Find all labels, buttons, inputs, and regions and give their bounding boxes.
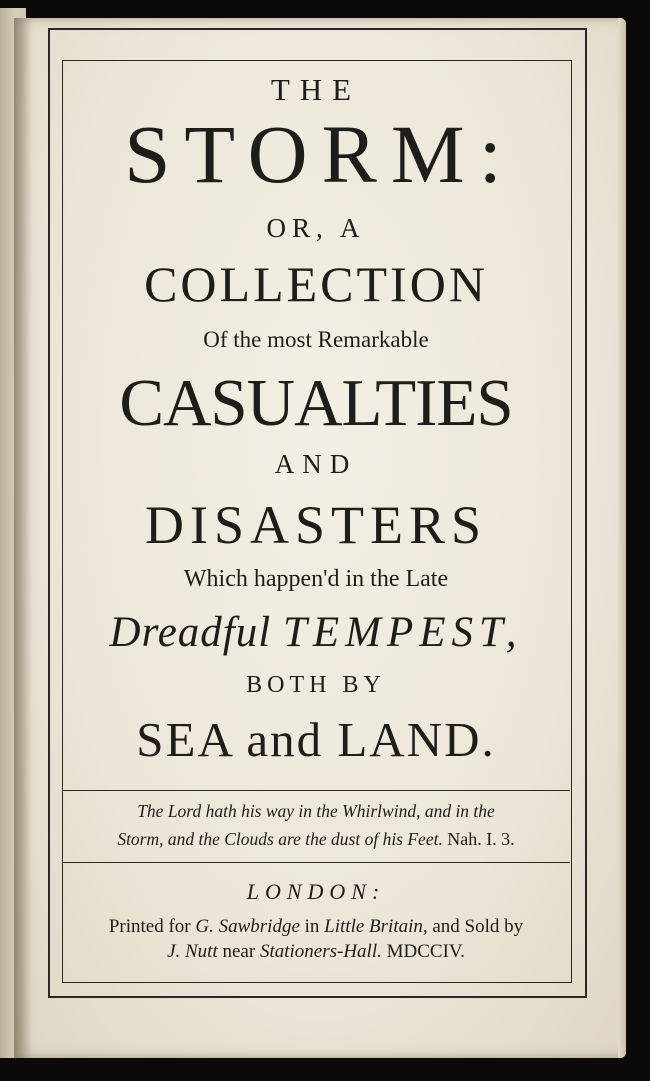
imprint-printer-name: G. Sawbridge: [195, 916, 300, 937]
epigraph-citation: Nah. I. 3.: [447, 829, 515, 849]
epigraph-bottom-rule: [62, 862, 570, 863]
imprint-year: MDCCIV.: [386, 941, 465, 962]
epigraph-line-2: [62, 830, 570, 849]
imprint-near: near: [222, 941, 256, 962]
title-line-or-a: OR, A: [266, 213, 366, 243]
imprint-in: in: [304, 916, 320, 937]
epigraph-line-1: The Lord hath his way in the Whirlwind, and in the: [137, 801, 495, 821]
imprint-line-1: [62, 917, 570, 936]
page-fore-edge: [618, 18, 626, 1058]
epigraph-top-rule: [62, 790, 570, 791]
imprint-line-2: [62, 942, 570, 961]
imprint-location: Stationers-Hall.: [259, 941, 382, 962]
epigraph-line-2-text: Storm, and the Clouds are the dust of his Feet.: [117, 829, 443, 849]
page-gutter-shadow: [14, 18, 32, 1058]
imprint-seller-name: J. Nutt: [167, 941, 218, 962]
imprint-city: LONDON:: [246, 879, 386, 904]
title-line-dreadful-tempest: [52, 611, 580, 654]
title-line-disasters: DISASTERS: [144, 495, 488, 555]
imprint-printed-for: Printed for: [108, 916, 191, 937]
imprint-place: Little Britain,: [324, 916, 428, 937]
title-line-and: AND: [274, 449, 358, 479]
title-line-collection: COLLECTION: [144, 256, 488, 312]
tempest-word: TEMPEST,: [282, 609, 523, 656]
title-line-casualties: CASUALTIES: [119, 366, 513, 440]
dreadful-word: Dreadful: [109, 609, 272, 656]
title-line-storm: STORM:: [124, 108, 516, 200]
imprint-sold-by: and Sold by: [432, 916, 524, 937]
title-line-which: Which happen'd in the Late: [183, 566, 449, 592]
title-line-of-the-most: Of the most Remarkable: [203, 327, 429, 352]
title-line-the: THE: [270, 72, 362, 107]
title-line-both-by: BOTH BY: [246, 672, 386, 698]
title-line-sea-and-land: SEA and LAND.: [136, 712, 496, 767]
